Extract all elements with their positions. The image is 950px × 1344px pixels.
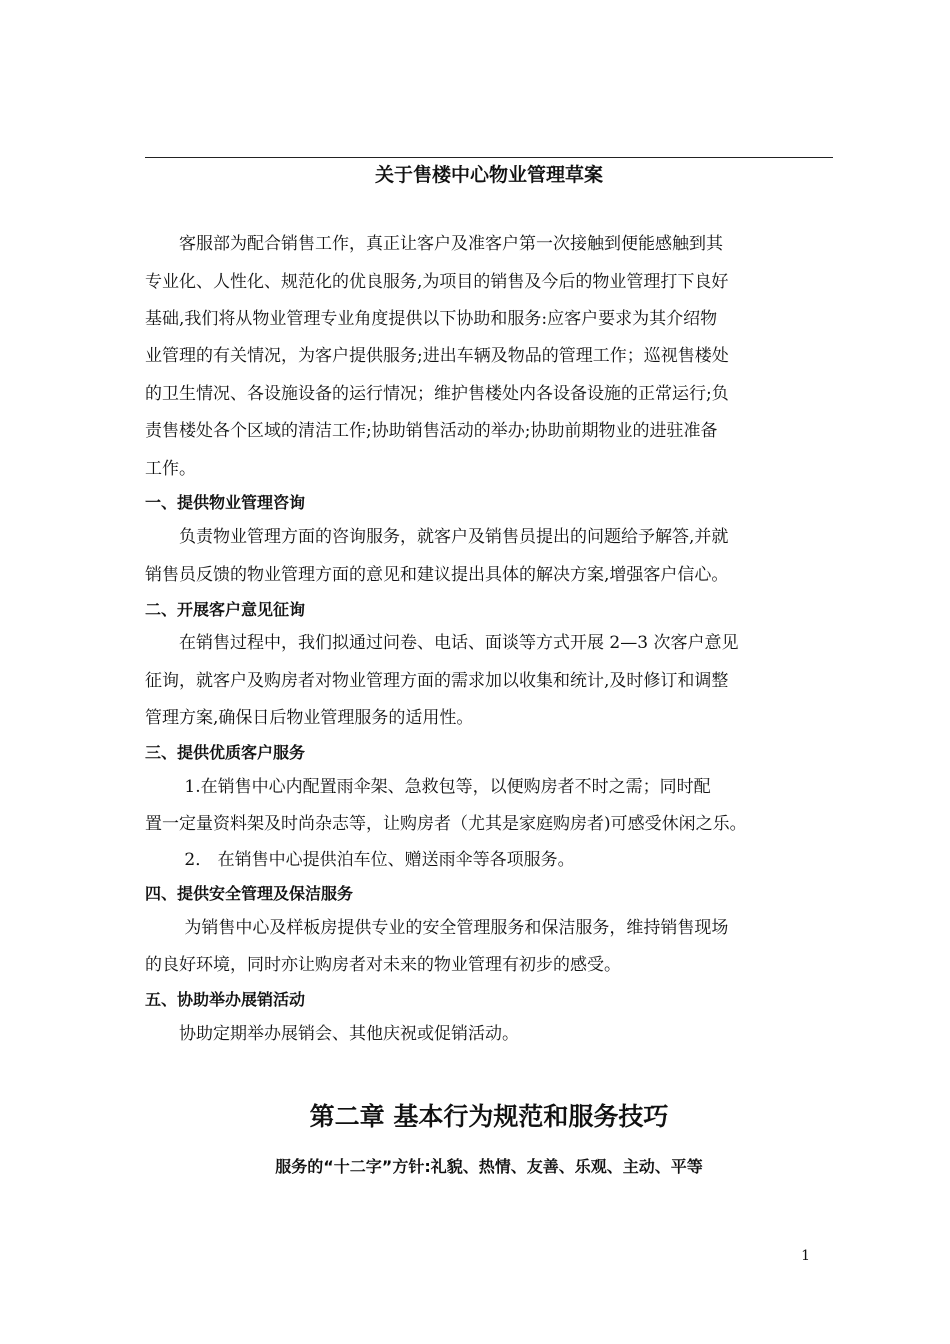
- section-heading-2: 二、开展客户意见征询: [145, 600, 306, 619]
- intro-line-7: 工作。: [145, 459, 196, 479]
- section-heading-3: 三、提供优质客户服务: [145, 743, 306, 762]
- section-2-line-1: 在销售过程中，我们拟通过问卷、电话、面谈等方式开展 2—3 次客户意见: [145, 633, 739, 653]
- intro-line-2: 专业化、人性化、规范化的优良服务,为项目的销售及今后的物业管理打下良好: [145, 272, 729, 292]
- section-heading-5: 五、协助举办展销活动: [145, 990, 306, 1009]
- section-3-line-1: 1.在销售中心内配置雨伞架、急救包等，以便购房者不时之需；同时配: [145, 777, 711, 797]
- section-5-line-1: 协助定期举办展销会、其他庆祝或促销活动。: [145, 1024, 519, 1044]
- intro-line-5: 的卫生情况、各设施设备的运行情况；维护售楼处内各设备设施的正常运行;负: [145, 384, 729, 404]
- intro-line-4: 业管理的有关情况，为客户提供服务;进出车辆及物品的管理工作；巡视售楼处: [145, 346, 729, 366]
- intro-line-3: 基础,我们将从物业管理专业角度提供以下协助和服务:应客户要求为其介绍物: [145, 309, 718, 329]
- section-3-line-2: 置一定量资料架及时尚杂志等，让购房者（尤其是家庭购房者)可感受休闲之乐。: [145, 814, 747, 834]
- document-title: 关于售楼中心物业管理草案: [374, 164, 603, 186]
- section-2-line-3: 管理方案,确保日后物业管理服务的适用性。: [145, 708, 474, 728]
- section-heading-4: 四、提供安全管理及保洁服务: [145, 884, 354, 903]
- header-rule: [145, 157, 833, 158]
- section-1-line-2: 销售员反馈的物业管理方面的意见和建议提出具体的解决方案,增强客户信心。: [145, 565, 729, 585]
- section-heading-1: 一、提供物业管理咨询: [145, 493, 306, 512]
- section-3-line-3: 2． 在销售中心提供泊车位、赠送雨伞等各项服务。: [145, 850, 575, 870]
- page-number: 1: [801, 1248, 810, 1264]
- section-4-line-2: 的良好环境，同时亦让购房者对未来的物业管理有初步的感受。: [145, 955, 621, 975]
- service-motto: 服务的“十二字”方针:礼貌、热情、友善、乐观、主动、平等: [275, 1157, 703, 1176]
- intro-line-1: 客服部为配合销售工作，真正让客户及准客户第一次接触到便能感触到其: [145, 234, 723, 254]
- section-1-line-1: 负责物业管理方面的咨询服务，就客户及销售员提出的问题给予解答,并就: [145, 527, 729, 547]
- section-4-line-1: 为销售中心及样板房提供专业的安全管理服务和保洁服务，维持销售现场: [145, 918, 729, 938]
- section-2-line-2: 征询，就客户及购房者对物业管理方面的需求加以收集和统计,及时修订和调整: [145, 671, 729, 691]
- intro-line-6: 责售楼处各个区域的清洁工作;协助销售活动的举办;协助前期物业的进驻准备: [145, 421, 718, 441]
- chapter-title: 第二章 基本行为规范和服务技巧: [309, 1102, 669, 1131]
